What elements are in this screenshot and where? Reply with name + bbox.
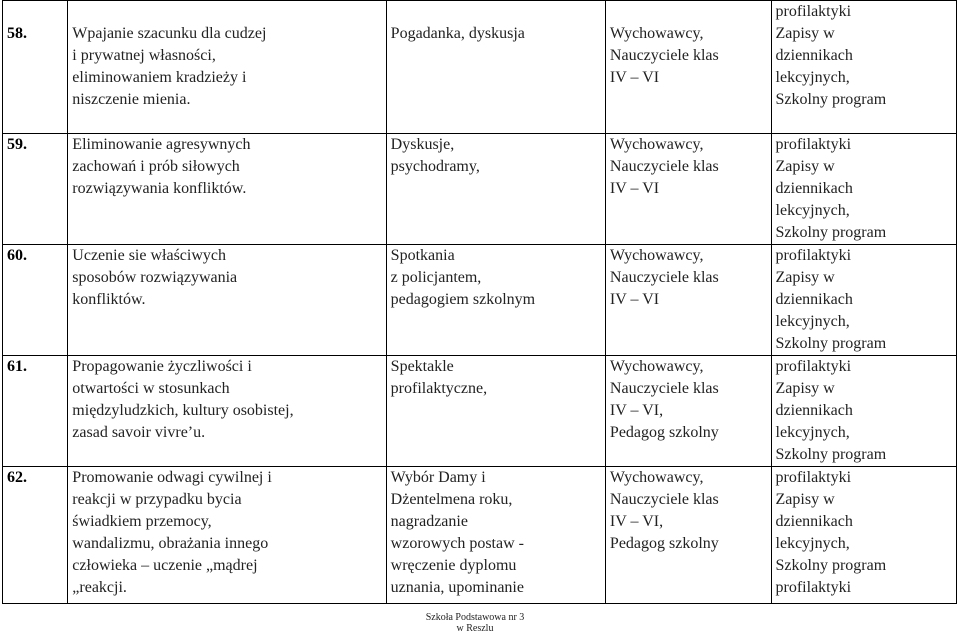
documentation: [771, 134, 956, 245]
responsible-persons: [605, 467, 771, 604]
documentation-line: Szkolny program: [775, 335, 887, 352]
table-row: [3, 356, 957, 467]
task-description-line: Wpajanie szacunku dla cudzej: [72, 25, 267, 42]
documentation-line: profilaktyki: [775, 3, 852, 20]
task-description-line: zasad savoir vivre’u.: [72, 424, 206, 441]
documentation-line: Szkolny program: [775, 91, 887, 108]
row-number-text: 60.: [7, 247, 27, 264]
row-number-text: 62.: [7, 469, 27, 486]
table-row: [3, 134, 957, 245]
responsible-persons-line: Wychowawcy,: [609, 469, 704, 486]
documentation-line: profilaktyki: [775, 579, 852, 596]
table-row: [3, 245, 957, 356]
documentation-line: Zapisy w: [775, 25, 835, 42]
method-description-line: wzorowych postaw -: [390, 535, 524, 552]
documentation-line: dziennikach: [775, 47, 853, 64]
task-description: [68, 1, 386, 134]
responsible-persons-line: IV – VI: [609, 180, 660, 197]
method-description-line: z policjantem,: [390, 269, 482, 286]
documentation: [771, 467, 956, 604]
task-description-line: niszczenie mienia.: [72, 91, 191, 108]
documentation-line: lekcyjnych,: [775, 202, 850, 219]
program-table: [2, 0, 957, 604]
task-description-line: Eliminowanie agresywnych: [72, 136, 251, 153]
task-description-line: reakcji w przypadku bycia: [72, 491, 242, 508]
method-description-line: nagradzanie: [390, 513, 468, 530]
method-description: [386, 134, 605, 245]
task-description-line: wandalizmu, obrażania innego: [72, 535, 269, 552]
responsible-persons-line: IV – VI: [609, 69, 660, 86]
row-number: [3, 467, 68, 604]
responsible-persons-line: Wychowawcy,: [609, 358, 704, 375]
documentation-line: Szkolny program: [775, 224, 887, 241]
table-row: [3, 467, 957, 604]
program-table-body: [3, 1, 957, 604]
task-description-line: „reakcji.: [72, 579, 127, 596]
documentation-line: dziennikach: [775, 291, 853, 308]
method-description-line: Spotkania: [390, 247, 455, 264]
method-description-line: psychodramy,: [390, 158, 480, 175]
documentation-line: profilaktyki: [775, 469, 852, 486]
task-description-line: i prywatnej własności,: [72, 47, 216, 64]
documentation-line: dziennikach: [775, 513, 853, 530]
documentation-line: lekcyjnych,: [775, 313, 850, 330]
responsible-persons: [605, 1, 771, 134]
task-description: [68, 134, 386, 245]
documentation-line: lekcyjnych,: [775, 69, 850, 86]
method-description-line: Dyskusje,: [390, 136, 455, 153]
task-description-line: świadkiem przemocy,: [72, 513, 212, 530]
method-description-line: pedagogiem szkolnym: [390, 291, 536, 308]
page-footer: [410, 612, 540, 634]
responsible-persons-line: IV – VI: [609, 291, 660, 308]
responsible-persons-line: Nauczyciele klas: [609, 491, 719, 508]
documentation-line: Szkolny program: [775, 446, 887, 463]
responsible-persons-line: Nauczyciele klas: [609, 380, 719, 397]
documentation: [771, 356, 956, 467]
task-description: [68, 245, 386, 356]
row-number-text: 58.: [7, 25, 27, 42]
responsible-persons: [605, 134, 771, 245]
task-description: [68, 356, 386, 467]
documentation-line: profilaktyki: [775, 247, 852, 264]
documentation-line: Zapisy w: [775, 491, 835, 508]
documentation-line: lekcyjnych,: [775, 535, 850, 552]
method-description-line: uznania, upominanie: [390, 579, 524, 596]
responsible-persons: [605, 356, 771, 467]
task-description: [68, 467, 386, 604]
row-number: [3, 134, 68, 245]
documentation-line: lekcyjnych,: [775, 424, 850, 441]
method-description-line: Spektakle: [390, 358, 454, 375]
documentation-line: Zapisy w: [775, 269, 835, 286]
documentation-line: profilaktyki: [775, 358, 852, 375]
documentation: [771, 1, 956, 134]
row-number-text: 61.: [7, 358, 27, 375]
documentation-line: Zapisy w: [775, 380, 835, 397]
documentation-line: Zapisy w: [775, 158, 835, 175]
row-number-text: 59.: [7, 136, 27, 153]
documentation-line: dziennikach: [775, 402, 853, 419]
method-description: [386, 1, 605, 134]
footer-school: Szkoła Podstawowa nr 3: [425, 612, 525, 623]
method-description-line: wręczenie dyplomu: [390, 557, 517, 574]
responsible-persons-line: Wychowawcy,: [609, 247, 704, 264]
responsible-persons-line: Wychowawcy,: [609, 25, 704, 42]
task-description-line: eliminowaniem kradzieży i: [72, 69, 247, 86]
table-row: [3, 1, 957, 134]
responsible-persons-line: Wychowawcy,: [609, 136, 704, 153]
method-description-line: profilaktyczne,: [390, 380, 488, 397]
footer-town: w Reszlu: [456, 623, 494, 634]
documentation-line: Szkolny program: [775, 557, 887, 574]
task-description-line: rozwiązywania konfliktów.: [72, 180, 247, 197]
documentation-line: profilaktyki: [775, 136, 852, 153]
method-description-line: Pogadanka, dyskusja: [390, 25, 525, 42]
responsible-persons-line: Nauczyciele klas: [609, 269, 719, 286]
task-description-line: konfliktów.: [72, 291, 146, 308]
responsible-persons: [605, 245, 771, 356]
task-description-line: otwartości w stosunkach: [72, 380, 230, 397]
responsible-persons-line: IV – VI,: [609, 402, 664, 419]
task-description-line: Propagowanie życzliwości i: [72, 358, 252, 375]
responsible-persons-line: IV – VI,: [609, 513, 664, 530]
method-description-line: Dżentelmena roku,: [390, 491, 513, 508]
task-description-line: Uczenie sie właściwych: [72, 247, 227, 264]
row-number: [3, 356, 68, 467]
documentation: [771, 245, 956, 356]
method-description: [386, 245, 605, 356]
task-description-line: międzyludzkich, kultury osobistej,: [72, 402, 294, 419]
documentation-line: dziennikach: [775, 180, 853, 197]
responsible-persons-line: Pedagog szkolny: [609, 535, 719, 552]
row-number: [3, 245, 68, 356]
task-description-line: sposobów rozwiązywania: [72, 269, 238, 286]
method-description: [386, 467, 605, 604]
responsible-persons-line: Pedagog szkolny: [609, 424, 719, 441]
row-number: [3, 1, 68, 134]
method-description: [386, 356, 605, 467]
responsible-persons-line: Nauczyciele klas: [609, 158, 719, 175]
responsible-persons-line: Nauczyciele klas: [609, 47, 719, 64]
task-description-line: Promowanie odwagi cywilnej i: [72, 469, 272, 486]
method-description-line: Wybór Damy i: [390, 469, 486, 486]
task-description-line: zachowań i prób siłowych: [72, 158, 240, 175]
task-description-line: człowieka – uczenie „mądrej: [72, 557, 258, 574]
